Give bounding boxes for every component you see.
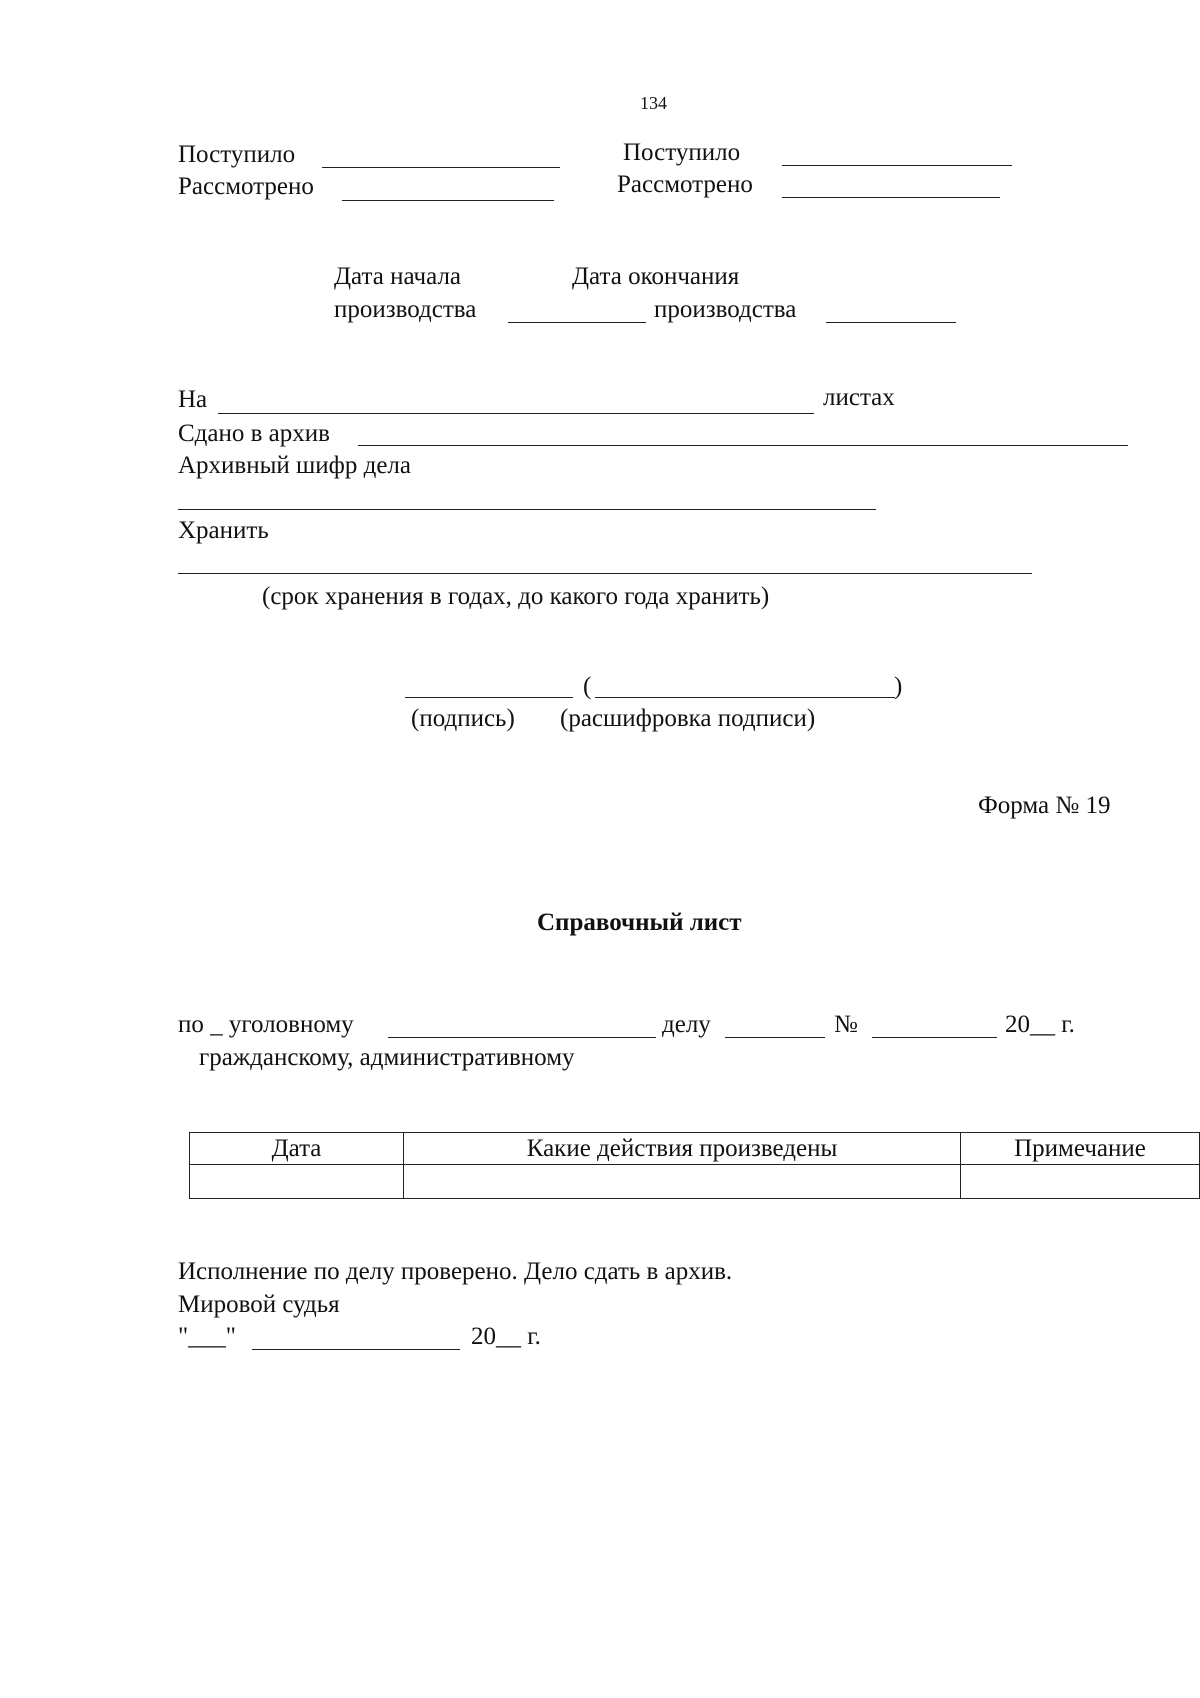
table-cell-date[interactable] — [190, 1165, 404, 1199]
case-delu-label: делу — [662, 1011, 711, 1038]
reviewed-line-left[interactable] — [342, 200, 554, 201]
production-end-line[interactable] — [826, 322, 956, 323]
case-types-other: гражданскому, административному — [199, 1044, 575, 1071]
signature-decode-line[interactable] — [595, 697, 895, 698]
case-delu-line[interactable] — [725, 1037, 825, 1038]
signature-close-paren: ) — [894, 673, 903, 700]
received-label-left: Поступило — [178, 141, 296, 168]
production-end-label-2: производства — [654, 296, 797, 323]
keep-hint: (срок хранения в годах, до какого года хранить) — [262, 583, 770, 610]
archive-cipher-line[interactable] — [178, 509, 876, 510]
reviewed-label-right: Рассмотрено — [617, 171, 753, 198]
signature-line[interactable] — [405, 697, 573, 698]
archive-handed-label: Сдано в архив — [178, 420, 330, 447]
case-number-sign: № — [834, 1011, 858, 1038]
reference-table — [189, 1132, 1200, 1199]
table-header-row — [190, 1133, 1200, 1165]
footer-date-year: 20__ г. — [471, 1323, 541, 1350]
document-title: Справочный лист — [537, 909, 742, 936]
received-label-right: Поступило — [623, 139, 741, 166]
table-header-date: Дата — [190, 1133, 404, 1165]
archive-cipher-label: Архивный шифр дела — [178, 452, 412, 479]
table-header-actions: Какие действия произведены — [404, 1133, 961, 1165]
signature-label: (подпись) — [411, 705, 515, 732]
production-start-label-1: Дата начала — [334, 263, 462, 290]
archive-handed-line[interactable] — [358, 445, 1128, 446]
production-end-label-1: Дата окончания — [572, 263, 740, 290]
page-number: 134 — [640, 93, 667, 113]
table-header-notes: Примечание — [961, 1133, 1200, 1165]
footer-date-day: "___" — [178, 1323, 236, 1350]
keep-label: Хранить — [178, 517, 269, 544]
table-cell-actions[interactable] — [404, 1165, 961, 1199]
received-line-right[interactable] — [782, 165, 1012, 166]
case-number-line[interactable] — [872, 1037, 997, 1038]
sheets-on-label: На — [178, 386, 208, 413]
table-row[interactable] — [190, 1165, 1200, 1199]
case-year: 20__ г. — [1005, 1011, 1075, 1038]
signature-open-paren: ( — [583, 673, 592, 700]
case-type-label: по _ уголовному — [178, 1011, 354, 1038]
received-line-left[interactable] — [322, 167, 560, 168]
case-type-line[interactable] — [388, 1037, 656, 1038]
signature-decode-label: (расшифровка подписи) — [560, 705, 816, 732]
footer-date-month-line[interactable] — [252, 1349, 460, 1350]
footer-judge: Мировой судья — [178, 1291, 340, 1318]
reviewed-line-right[interactable] — [782, 197, 1000, 198]
keep-line[interactable] — [178, 573, 1032, 574]
sheets-label: листах — [823, 384, 895, 411]
footer-checked: Исполнение по делу проверено. Дело сдать в архив. — [178, 1258, 733, 1285]
sheets-count-line[interactable] — [218, 413, 814, 414]
production-start-label-2: производства — [334, 296, 477, 323]
form-number: Форма № 19 — [978, 792, 1111, 819]
reviewed-label-left: Рассмотрено — [178, 173, 314, 200]
table-cell-notes[interactable] — [961, 1165, 1200, 1199]
production-start-line[interactable] — [508, 322, 646, 323]
